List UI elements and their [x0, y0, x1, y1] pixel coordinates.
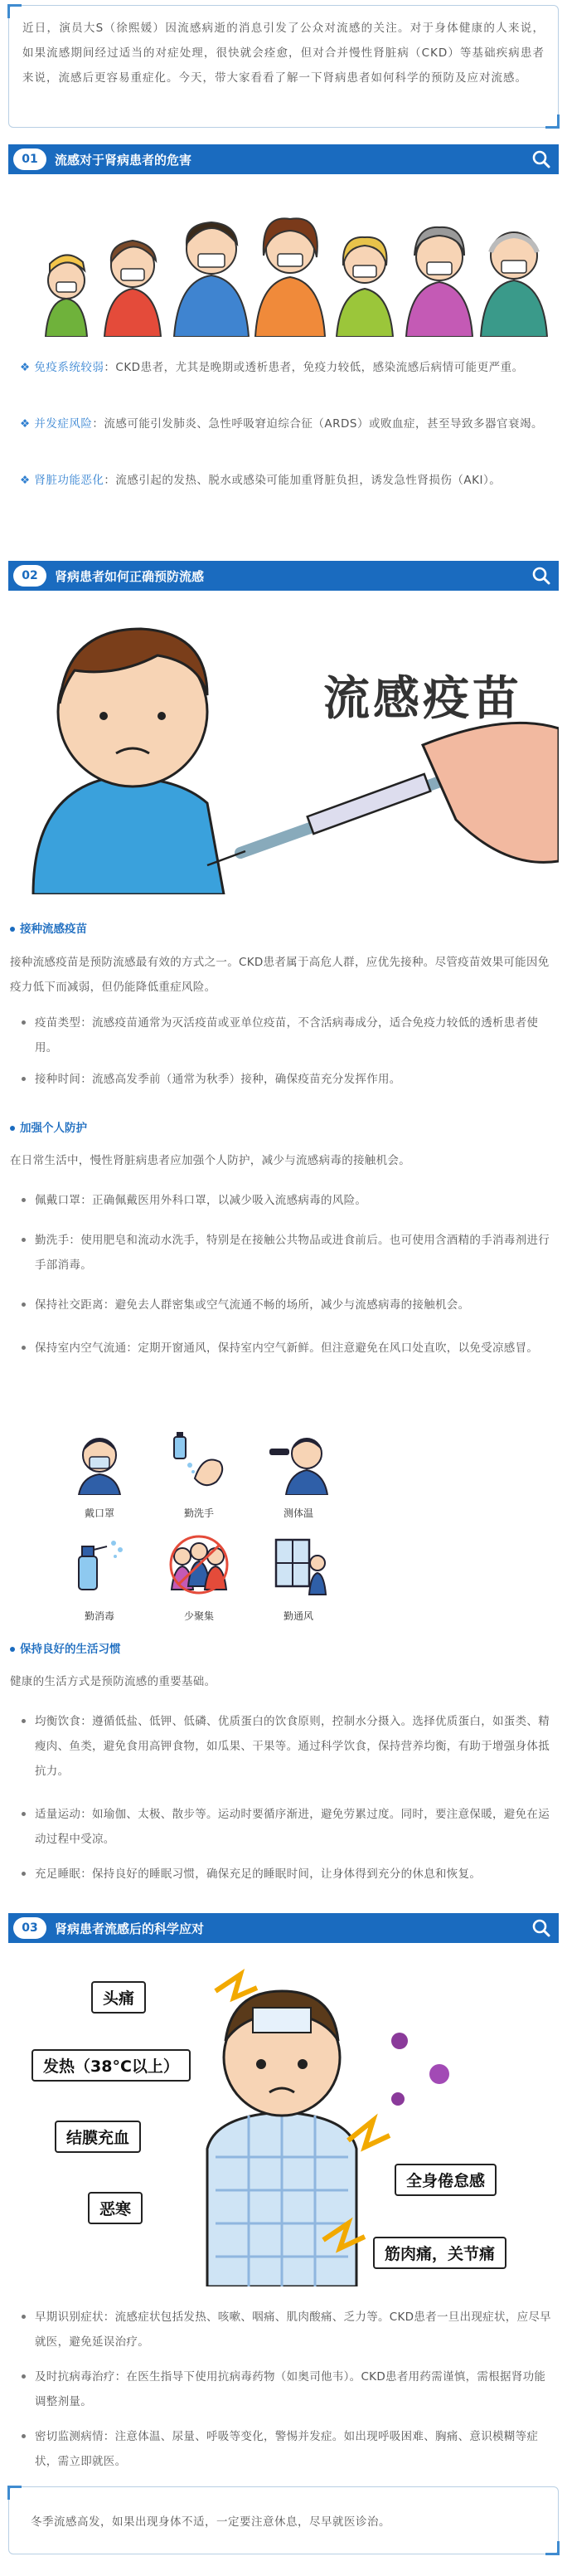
subhead-protection: 加强个人防护	[10, 1118, 87, 1135]
habits-paragraph: 健康的生活方式是预防流感的重要基础。	[10, 1675, 216, 1688]
search-icon[interactable]	[531, 565, 552, 587]
icon-cell-ventilation	[257, 1531, 340, 1623]
diamond-bullet-icon: ❖	[20, 361, 31, 374]
grandmother-figure	[406, 227, 472, 337]
closing-text: 冬季流感高发，如果出现身体不适，一定要注意休息，尽早就医诊治。	[31, 2515, 390, 2529]
icon-label: 勤洗手	[183, 1507, 214, 1519]
thermometer-icon	[261, 1429, 336, 1495]
symptom-label-muscle-pain: 筋肉痛，关节痛	[373, 2237, 506, 2269]
child-figure-2	[104, 241, 161, 337]
subhead-habits: 保持良好的生活习惯	[10, 1639, 121, 1656]
boy-receiving-vaccine-drawing	[8, 604, 559, 894]
symptom-label-fever: 发热（38°C以上）	[32, 2049, 191, 2082]
harm-key: 并发症风险	[34, 417, 93, 431]
section-number: 03	[13, 1917, 46, 1939]
harm-text: ：流感可能引发肺炎、急性呼吸窘迫综合征（ARDS）或败血症，甚至导致多器官衰竭。	[92, 417, 543, 431]
vaccine-illustration	[8, 604, 559, 894]
symptom-label-conjunctivitis: 结膜充血	[55, 2121, 141, 2153]
protect-item-ventilation: 保持室内空气流通：定期开窗通风，保持室内空气新鲜。但注意避免在风口处直吹，以免受凉感冒。	[22, 1336, 552, 1361]
vaccine-paragraph: 接种流感疫苗是预防流感最有效的方式之一。CKD患者属于高危人群，应优先接种。尽管疫苗效果可能因免疫力低下而减弱，但仍能降低重症风险。	[10, 956, 550, 994]
vaccine-item-timing: 接种时间：流感高发季前（通常为秋季）接种，确保疫苗充分发挥作用。	[22, 1067, 552, 1092]
ventilation-icon	[261, 1531, 336, 1598]
vaccine-item-type: 疫苗类型：流感疫苗通常为灭活疫苗或亚单位疫苗，不含活病毒成分，适合免疫力较低的透析患者使用。	[22, 1010, 552, 1060]
section-header-03	[8, 1913, 559, 1943]
protect-item-distance: 保持社交距离：避免去人群密集或空气流通不畅的场所，减少与流感病毒的接触机会。	[22, 1293, 552, 1317]
icon-label: 戴口罩	[84, 1507, 114, 1519]
man-figure	[174, 222, 249, 337]
icon-label: 勤通风	[283, 1610, 313, 1622]
mask-icon	[62, 1429, 137, 1495]
icon-cell-handwash	[158, 1429, 240, 1520]
section-number: 02	[13, 565, 46, 587]
symptom-label-headache: 头痛	[91, 1981, 146, 2014]
crowd-icon	[162, 1531, 236, 1598]
protection-icons-grid	[58, 1429, 356, 1628]
harm-item-complications	[8, 411, 559, 436]
grandfather-figure	[481, 232, 547, 337]
disinfect-icon	[62, 1531, 137, 1598]
icon-label: 勤消毒	[84, 1610, 114, 1622]
section-header-02	[8, 561, 559, 591]
child-figure-1	[46, 255, 87, 337]
handwash-icon	[162, 1429, 236, 1495]
search-icon[interactable]	[531, 1917, 552, 1939]
flu-symptoms-illustration	[8, 1958, 559, 2286]
harm-key: 免疫系统较弱	[34, 361, 104, 374]
icon-cell-disinfect	[58, 1531, 141, 1623]
section-header-01	[8, 144, 559, 174]
harm-text: ：CKD患者，尤其是晚期或透析患者，免疫力较低，感染流感后病情可能更严重。	[104, 361, 524, 374]
harm-item-immune	[8, 355, 559, 380]
woman-figure	[255, 218, 325, 337]
intro-text: 近日，演员大S（徐熙媛）因流感病逝的消息引发了公众对流感的关注。对于身体健康的人来说，如果流感期间经过适当的对症处理，很快就会痊愈，但对合并慢性肾脏病（CKD）等基础疾病患者来说，流感后更容易重症化。今天，带大家看看了解一下肾病患者如何科学的预防及应对流感。	[22, 22, 545, 85]
search-icon[interactable]	[531, 149, 552, 170]
diamond-bullet-icon: ❖	[20, 417, 31, 431]
response-item-monitor: 密切监测病情：注意体温、尿量、呼吸等变化，警惕并发症。如出现呼吸困难、胸痛、意识模糊等症状，需立即就医。	[22, 2424, 552, 2474]
section-title: 流感对于肾病患者的危害	[55, 152, 192, 168]
icon-cell-crowd	[158, 1531, 240, 1623]
harm-item-kidney	[8, 468, 559, 493]
habit-item-exercise: 适量运动：如瑜伽、太极、散步等。运动时要循序渐进，避免劳累过度。同时，要注意保暖，避免在运动过程中受凉。	[22, 1802, 552, 1852]
icon-cell-mask	[58, 1429, 141, 1520]
diamond-bullet-icon: ❖	[20, 474, 31, 487]
symptom-label-chills: 恶寒	[88, 2192, 143, 2224]
response-item-identify: 早期识别症状：流感症状包括发热、咳嗽、咽痛、肌肉酸痛、乏力等。CKD患者一旦出现症状，应尽早就医，避免延误治疗。	[22, 2305, 552, 2354]
section-title: 肾病患者如何正确预防流感	[55, 568, 205, 584]
harm-text: ：流感引起的发热、脱水或感染可能加重肾脏负担，诱发急性肾损伤（AKI）。	[104, 474, 502, 487]
symptom-label-fatigue: 全身倦怠感	[395, 2164, 497, 2196]
protect-item-handwash: 勤洗手：使用肥皂和流动水洗手，特别是在接触公共物品或进食前后。也可使用含酒精的手消毒剂进行手部消毒。	[22, 1228, 552, 1278]
intro-box	[8, 5, 559, 128]
protection-paragraph: 在日常生活中，慢性肾脏病患者应加强个人防护，减少与流感病毒的接触机会。	[10, 1154, 410, 1167]
girl-figure	[337, 237, 393, 337]
subhead-vaccine: 接种流感疫苗	[10, 919, 87, 936]
closing-box	[8, 2486, 559, 2554]
icon-cell-thermometer	[257, 1429, 340, 1520]
section-number: 01	[13, 149, 46, 170]
harm-key: 肾脏功能恶化	[34, 474, 104, 487]
icon-label: 测体温	[283, 1507, 313, 1519]
habit-item-diet: 均衡饮食：遵循低盐、低钾、低磷、优质蛋白的饮食原则，控制水分摄入。选择优质蛋白，如蛋类、精瘦肉、鱼类，避免食用高钾食物，如瓜果、干果等。通过科学饮食，保持营养均衡，有助于增强身体抵抗力。	[22, 1709, 552, 1784]
response-item-antiviral: 及时抗病毒治疗：在医生指导下使用抗病毒药物（如奥司他韦）。CKD患者用药需谨慎，需根据肾功能调整剂量。	[22, 2364, 552, 2414]
vaccine-illus-text: 流感疫苗	[323, 671, 522, 726]
icon-label: 少聚集	[183, 1610, 214, 1622]
protect-item-mask: 佩戴口罩：正确佩戴医用外科口罩，以减少吸入流感病毒的风险。	[22, 1188, 552, 1213]
habit-item-sleep: 充足睡眠：保持良好的睡眠习惯，确保充足的睡眠时间，让身体得到充分的休息和恢复。	[22, 1862, 552, 1887]
section-title: 肾病患者流感后的科学应对	[55, 1921, 205, 1936]
family-with-masks-illustration	[8, 189, 559, 337]
